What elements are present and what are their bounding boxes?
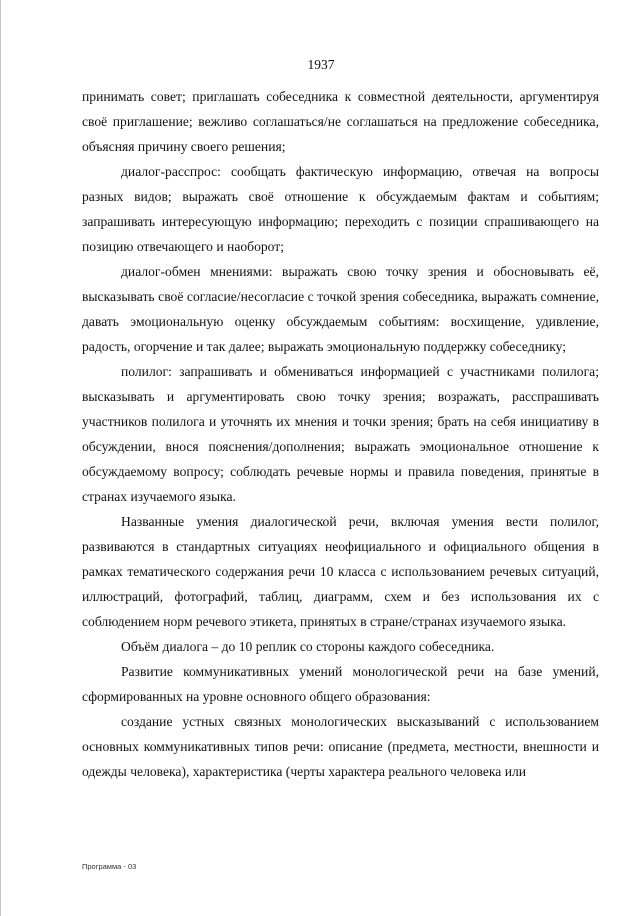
page-body bbox=[82, 84, 599, 784]
page-number: 1937 bbox=[307, 57, 335, 72]
page-footer: Программа - 03 bbox=[82, 862, 137, 871]
paragraph-monologue-skills: Развитие коммуникативных умений монологической речи на базе умений, сформированных на уровне основного общего образования: bbox=[82, 664, 599, 704]
paragraph-monologue-creation: создание устных связных монологических высказываний с использованием основных коммуникативных типов речи: описание (предмета, местности, внешности и одежды человека), характеристика (черты характера реального человека или bbox=[82, 714, 599, 779]
paragraph-dialogue-volume: Объём диалога – до 10 реплик со стороны каждого собеседника. bbox=[121, 639, 495, 654]
paragraph-polylogue: полилог: запрашивать и обмениваться информацией с участниками полилога; высказывать и аргументировать свою точку зрения; возражать, расспрашивать участников полилога и уточнять их мнения и точки зрения; брать на себя инициативу в обсуждении, внося пояснения/дополнения; выражать эмоциональное отношение к обсуждаемому вопросу; соблюдать речевые нормы и правила поведения, принятые в странах изучаемого языка. bbox=[82, 364, 599, 504]
paragraph-dialogic-skills: Названные умения диалогической речи, включая умения вести полилог, развиваются в стандартных ситуациях неофициального и официального общения в рамках тематического содержания речи 10 класса с использованием речевых ситуаций, иллюстраций, фотографий, таблиц, диаграмм, схем и без использования их с соблюдением норм речевого этикета, принятых в стране/странах изучаемого языка. bbox=[82, 514, 599, 629]
paragraph-dialogue-opinion-exchange: диалог-обмен мнениями: выражать свою точку зрения и обосновывать её, высказывать своё согласие/несогласие с точкой зрения собеседника, выражать сомнение, давать эмоциональную оценку обсуждаемым событиям: восхищение, удивление, радость, огорчение и так далее; выражать эмоциональную поддержку собеседнику; bbox=[82, 264, 599, 354]
paragraph-advice: принимать совет; приглашать собеседника к совместной деятельности, аргументируя своё приглашение; вежливо соглашаться/не соглашаться на предложение собеседника, объясняя причину своего решения; bbox=[82, 89, 599, 154]
paragraph-dialogue-inquiry: диалог-расспрос: сообщать фактическую информацию, отвечая на вопросы разных видов; выражать своё отношение к обсуждаемым фактам и событиям; запрашивать интересующую информацию; переходить с позиции спрашивающего на позицию отвечающего и наоборот; bbox=[82, 164, 599, 254]
